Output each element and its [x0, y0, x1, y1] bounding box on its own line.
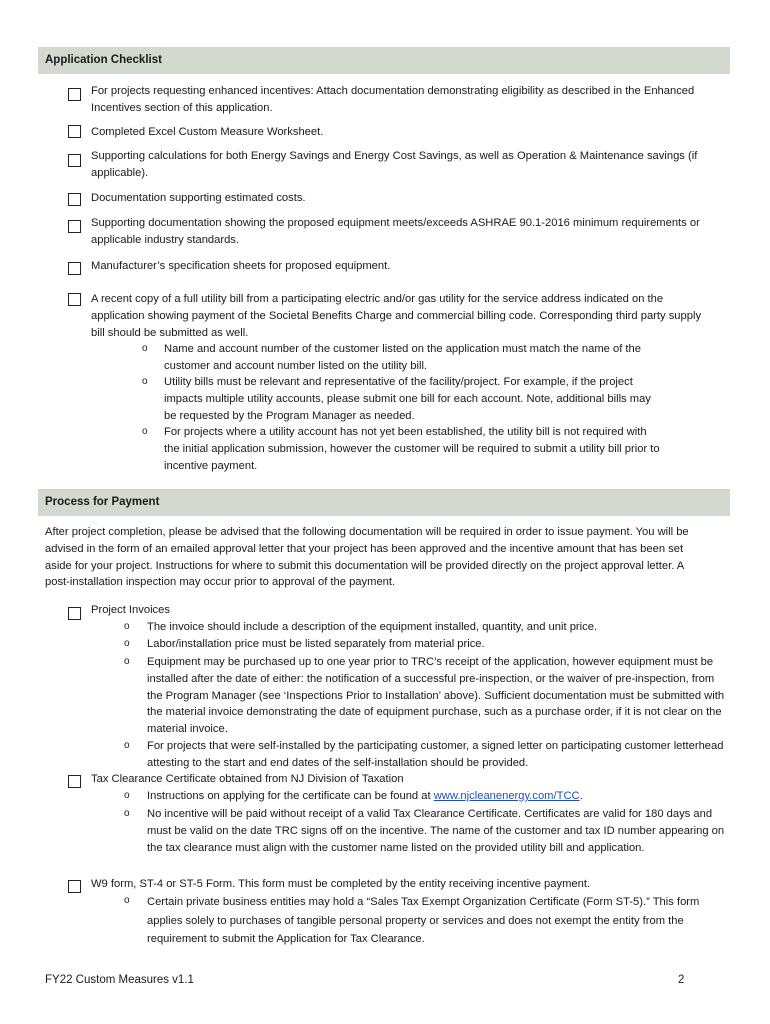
bullet-marker: o: [124, 790, 130, 801]
payment-intro: After project completion, please be advised that the following documentation will be required in order to issue payment. You will be advised in the form of an emailed approval letter that your project has been approved and the incentive amount that has been set aside for your project. Instructions for where to submit this documentation will be provided directly on the project approval letter. A post-installation inspection may occur prior to approval of the payment.: [45, 526, 689, 589]
checklist-item-calculations: Supporting calculations for both Energy Savings and Energy Cost Savings, as well as Operation & Maintenance savings (if applicable).: [91, 150, 698, 179]
payment-checkbox-invoices[interactable]: [68, 607, 81, 620]
bullet-marker: o: [124, 621, 130, 632]
bullet-marker: o: [124, 656, 130, 667]
checklist-item-utility-bill: A recent copy of a full utility bill from a participating electric and/or gas utility for the service address indicated on the application showing payment of the Societal Benefits Charge and commercial billing code. Corresponding third party supply bill should be submitted as well.: [91, 293, 702, 339]
checklist-checkbox-spec-sheets[interactable]: [68, 262, 81, 275]
checklist-header: Application Checklist: [38, 47, 730, 74]
checklist-item-spec-sheets: Manufacturer’s specification sheets for proposed equipment.: [91, 260, 391, 272]
footer-doc-title: FY22 Custom Measures v1.1: [45, 974, 194, 986]
checklist-item-costs: Documentation supporting estimated costs.: [91, 192, 306, 204]
invoice-bullet-equipment-timing: Equipment may be purchased up to one year prior to TRC’s receipt of the application, however equipment must be installed after the date of either: the notification of a successful pre-inspection, or the waiver of pre-inspection, from the Program Manager (see ‘Inspections Prior to Installation’ above). Sufficient documentation must be submitted with the material invoice demonstrating the date of equipment purchase, such as a purchase order, if it is not clear on the material invoice.: [147, 656, 725, 736]
payment-item-invoices: Project Invoices: [91, 604, 170, 616]
checklist-item-worksheet: Completed Excel Custom Measure Worksheet.: [91, 126, 324, 138]
payment-header: Process for Payment: [38, 489, 730, 516]
checklist-item-enhanced: For projects requesting enhanced incentives: Attach documentation demonstrating eligibility as described in the Enhanced Incentives section of this application.: [91, 85, 695, 114]
bullet-marker: o: [142, 426, 148, 437]
bullet-marker: o: [142, 376, 148, 387]
bullet-marker: o: [124, 808, 130, 819]
footer-page-number: 2: [678, 974, 685, 986]
tax-bullet-validity: No incentive will be paid without receipt of a valid Tax Clearance Certificate. Certificates are valid for 180 days and must be valid on the date TRC signs off on the incentive. The name of the customer and tax ID number appearing on the tax clearance must align with the customer name listed on the provided utility bill and application.: [147, 808, 725, 854]
invoice-bullet-labor: Labor/installation price must be listed separately from material price.: [147, 638, 485, 650]
invoice-bullet-self-installed: For projects that were self-installed by the participating customer, a signed letter on participating customer letterhead attesting to the start and end dates of the self-installation should be provided.: [147, 740, 724, 769]
utility-bullet-name: Name and account number of the customer listed on the application must match the name of the customer and account number listed on the utility bill.: [164, 343, 641, 372]
tcc-link[interactable]: www.njcleanenergy.com/TCC: [433, 790, 580, 802]
bullet-marker: o: [124, 638, 130, 649]
checklist-checkbox-ashrae[interactable]: [68, 220, 81, 233]
checklist-checkbox-utility-bill[interactable]: [68, 293, 81, 306]
checklist-checkbox-calculations[interactable]: [68, 154, 81, 167]
payment-checkbox-tax-clearance[interactable]: [68, 775, 81, 788]
payment-item-tax-clearance: Tax Clearance Certificate obtained from NJ Division of Taxation: [91, 773, 404, 785]
bullet-marker: o: [142, 343, 148, 354]
w9-bullet-st5: Certain private business entities may hold a “Sales Tax Exempt Organization Certificate (Form ST-5).” This form applies solely to purchases of tangible personal property or services and does not exempt the entity from the requirement to submit the Application for Tax Clearance.: [147, 896, 700, 945]
utility-bullet-new-account: For projects where a utility account has not yet been established, the utility bill is not required with the initial application submission, however the customer will be required to submit a utility bill prior to incentive payment.: [164, 426, 660, 472]
checklist-item-ashrae: Supporting documentation showing the proposed equipment meets/exceeds ASHRAE 90.1-2016 minimum requirements or applicable industry standards.: [91, 217, 700, 246]
invoice-bullet-description: The invoice should include a description of the equipment installed, quantity, and unit price.: [147, 621, 598, 633]
payment-item-w9: W9 form, ST-4 or ST-5 Form. This form must be completed by the entity receiving incentive payment.: [91, 878, 591, 890]
checklist-checkbox-costs[interactable]: [68, 193, 81, 206]
checklist-checkbox-worksheet[interactable]: [68, 125, 81, 138]
bullet-marker: o: [124, 740, 130, 751]
utility-bullet-relevant: Utility bills must be relevant and representative of the facility/project. For example, if the project impacts multiple utility accounts, please submit one bill for each account. Note, additional bills may be requested by the Program Manager as needed.: [164, 376, 651, 422]
payment-checkbox-w9[interactable]: [68, 880, 81, 893]
checklist-checkbox-enhanced[interactable]: [68, 88, 81, 101]
tax-bullet-instructions: Instructions on applying for the certificate can be found at www.njcleanenergy.com/TCC.: [147, 790, 583, 802]
bullet-marker: o: [124, 895, 130, 906]
